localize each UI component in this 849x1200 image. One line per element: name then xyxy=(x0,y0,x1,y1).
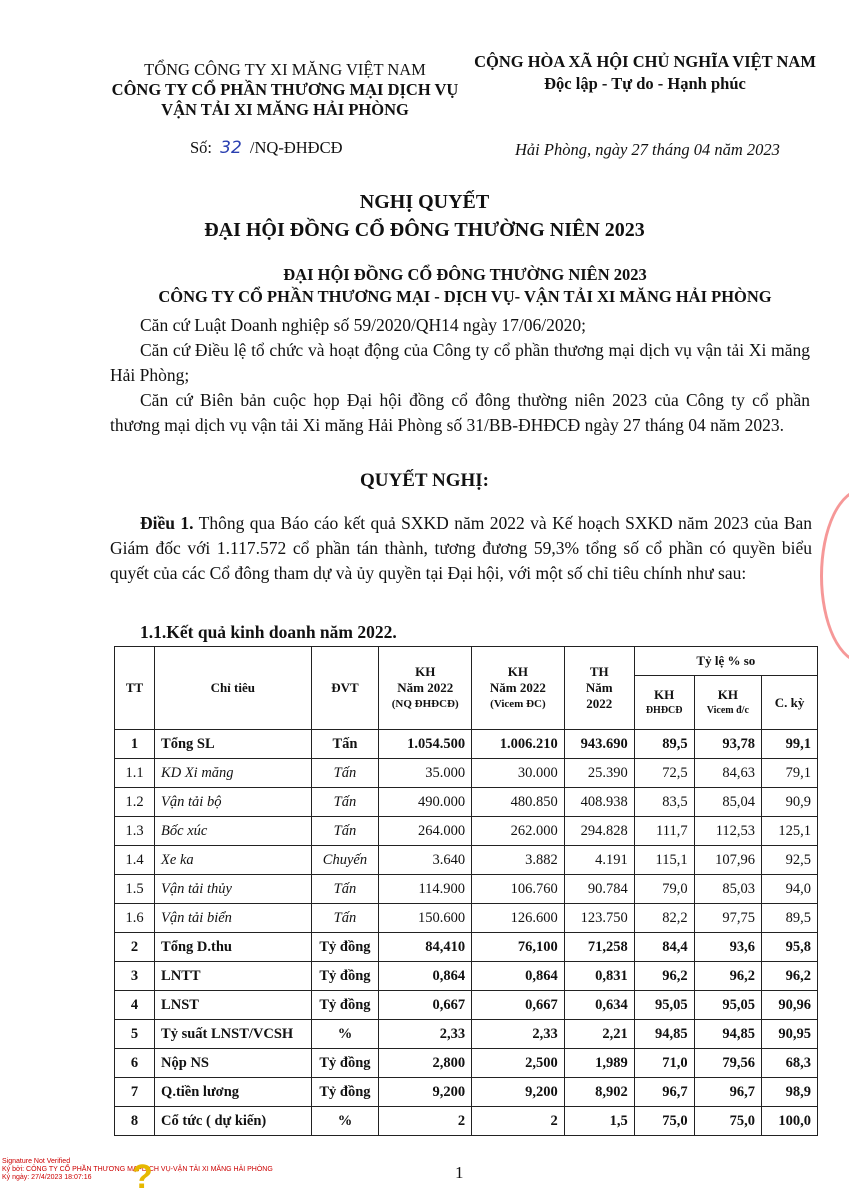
col-ss-vicem-l2: Vicem đ/c xyxy=(706,704,749,716)
cell-ratio-vicem: 95,05 xyxy=(694,991,761,1020)
cell-ratio-cung-ky: 89,5 xyxy=(762,904,818,933)
cell-ratio-vicem: 85,04 xyxy=(694,788,761,817)
issuer-block xyxy=(100,264,830,308)
cell-ratio-cung-ky: 125,1 xyxy=(762,817,818,846)
cell-ratio-vicem: 85,03 xyxy=(694,875,761,904)
title-line1: NGHỊ QUYẾT xyxy=(359,191,490,213)
col-ss-dhdcd-l2: ĐHĐCĐ xyxy=(645,704,683,716)
cell-tt: 1 xyxy=(115,730,155,759)
cell-ratio-vicem: 107,96 xyxy=(694,846,761,875)
parent-company: TỔNG CÔNG TY XI MĂNG VIỆT NAM xyxy=(144,60,426,79)
table-row xyxy=(115,904,818,933)
document-title xyxy=(0,188,849,244)
signature-date: Ký ngày: 27/4/2023 18:07:16 xyxy=(2,1174,92,1181)
cell-ratio-cung-ky: 95,8 xyxy=(762,933,818,962)
table-row xyxy=(115,933,818,962)
article-1-text: Thông qua Báo cáo kết quả SXKD năm 2022 và Kế hoạch SXKD năm 2023 của Ban Giám đốc với 1.117.572 cổ phần tán thành, tương đương 59,3% tổng số cổ phần có quyền biểu quyết của các Cổ đông tham dự và ủy quyền tại Đại hội, với một số chỉ tiêu chính như sau: xyxy=(110,513,813,583)
cell-tt: 5 xyxy=(115,1020,155,1049)
cell-kh-vicem: 126.600 xyxy=(472,904,565,933)
resolution-heading: QUYẾT NGHỊ: xyxy=(360,470,489,491)
so-suffix: /NQ-ĐHĐCĐ xyxy=(249,138,343,157)
col-ss-vicem xyxy=(694,676,761,730)
col-kh-vicem-l1: KH xyxy=(507,664,529,679)
cell-kh-nq: 150.600 xyxy=(379,904,472,933)
cell-unit: Tấn xyxy=(311,759,379,788)
cell-kh-vicem: 30.000 xyxy=(472,759,565,788)
cell-ratio-cung-ky: 90,95 xyxy=(762,1020,818,1049)
cell-tt: 7 xyxy=(115,1078,155,1107)
col-tt: TT xyxy=(115,647,155,730)
col-th-l3: 2022 xyxy=(586,696,613,711)
cell-ratio-vicem: 112,53 xyxy=(694,817,761,846)
col-kh-nq-l3: (NQ ĐHĐCĐ) xyxy=(391,698,459,710)
cell-th: 1,989 xyxy=(564,1049,634,1078)
col-dvt: ĐVT xyxy=(311,647,379,730)
cell-kh-vicem: 2,500 xyxy=(472,1049,565,1078)
cell-ratio-cung-ky: 99,1 xyxy=(762,730,818,759)
table-body xyxy=(115,730,818,1136)
cell-th: 943.690 xyxy=(564,730,634,759)
signature-status: Signature Not Verified xyxy=(2,1158,71,1165)
cell-name: KD Xi măng xyxy=(155,759,311,788)
so-number-handwritten: 32 xyxy=(220,138,242,158)
national-title: CỘNG HÒA XÃ HỘI CHỦ NGHĨA VIỆT NAM xyxy=(474,52,816,71)
table-row xyxy=(115,817,818,846)
national-motto: Độc lập - Tự do - Hạnh phúc xyxy=(544,74,746,93)
so-label: Số: xyxy=(190,138,213,157)
issuer-line1: ĐẠI HỘI ĐỒNG CỔ ĐÔNG THƯỜNG NIÊN 2023 xyxy=(283,265,647,284)
basis-2: Căn cứ Điều lệ tổ chức và hoạt động của Công ty cổ phần thương mại dịch vụ vận tải Xi măng Hải Phòng; xyxy=(110,340,810,385)
document-number xyxy=(190,138,343,158)
cell-tt: 6 xyxy=(115,1049,155,1078)
cell-th: 1,5 xyxy=(564,1107,634,1136)
cell-kh-nq: 1.054.500 xyxy=(379,730,472,759)
cell-name: LNST xyxy=(155,991,311,1020)
table-row xyxy=(115,875,818,904)
cell-kh-nq: 490.000 xyxy=(379,788,472,817)
basis-3: Căn cứ Biên bản cuộc họp Đại hội đồng cổ đông thường niên 2023 của Công ty cổ phần thương mại dịch vụ vận tải Xi măng Hải Phòng số 31/BB-ĐHĐCĐ ngày 27 tháng 04 năm 2023. xyxy=(110,390,810,435)
cell-kh-vicem: 262.000 xyxy=(472,817,565,846)
cell-kh-nq: 2,800 xyxy=(379,1049,472,1078)
company-name-line1: CÔNG TY CỔ PHẦN THƯƠNG MẠI DỊCH VỤ xyxy=(111,80,459,99)
basis-1: Căn cứ Luật Doanh nghiệp số 59/2020/QH14 ngày 17/06/2020; xyxy=(140,315,586,335)
cell-th: 0,634 xyxy=(564,991,634,1020)
cell-kh-nq: 9,200 xyxy=(379,1078,472,1107)
cell-ratio-dhdcd: 84,4 xyxy=(634,933,694,962)
cell-ratio-dhdcd: 89,5 xyxy=(634,730,694,759)
cell-ratio-vicem: 96,2 xyxy=(694,962,761,991)
title-line2: ĐẠI HỘI ĐỒNG CỔ ĐÔNG THƯỜNG NIÊN 2023 xyxy=(204,219,645,241)
col-kh-vicem-l3: (Vicem ĐC) xyxy=(490,698,546,710)
table-row xyxy=(115,991,818,1020)
cell-ratio-cung-ky: 96,2 xyxy=(762,962,818,991)
cell-name: Cổ tức ( dự kiến) xyxy=(155,1107,311,1136)
cell-tt: 3 xyxy=(115,962,155,991)
cell-kh-nq: 114.900 xyxy=(379,875,472,904)
red-stamp-edge xyxy=(820,488,849,664)
cell-unit: Tấn xyxy=(311,788,379,817)
table-row xyxy=(115,788,818,817)
cell-ratio-dhdcd: 82,2 xyxy=(634,904,694,933)
cell-th: 408.938 xyxy=(564,788,634,817)
cell-unit: Chuyến xyxy=(311,846,379,875)
cell-ratio-dhdcd: 94,85 xyxy=(634,1020,694,1049)
page-number: 1 xyxy=(455,1163,464,1182)
cell-ratio-dhdcd: 111,7 xyxy=(634,817,694,846)
cell-kh-nq: 264.000 xyxy=(379,817,472,846)
cell-ratio-vicem: 84,63 xyxy=(694,759,761,788)
col-kh-vicem-l2: Năm 2022 xyxy=(489,680,546,695)
section-1-1-heading: 1.1.Kết quả kinh doanh năm 2022. xyxy=(140,622,397,642)
cell-ratio-dhdcd: 75,0 xyxy=(634,1107,694,1136)
cell-name: Tỷ suất LNST/VCSH xyxy=(155,1020,311,1049)
col-chi-tieu: Chỉ tiêu xyxy=(155,647,311,730)
cell-ratio-cung-ky: 90,9 xyxy=(762,788,818,817)
company-name-line2: VẬN TẢI XI MĂNG HẢI PHÒNG xyxy=(161,100,409,119)
cell-ratio-dhdcd: 72,5 xyxy=(634,759,694,788)
cell-ratio-dhdcd: 79,0 xyxy=(634,875,694,904)
cell-ratio-dhdcd: 115,1 xyxy=(634,846,694,875)
cell-unit: Tấn xyxy=(311,730,379,759)
col-ss-dhdcd-l1: KH xyxy=(654,686,675,702)
col-kh-nq xyxy=(379,647,472,730)
cell-kh-nq: 0,667 xyxy=(379,991,472,1020)
cell-name: Vận tải biển xyxy=(155,904,311,933)
cell-unit: Tỷ đồng xyxy=(311,1049,379,1078)
cell-name: LNTT xyxy=(155,962,311,991)
table-row xyxy=(115,1020,818,1049)
cell-ratio-dhdcd: 95,05 xyxy=(634,991,694,1020)
header-left xyxy=(80,60,490,120)
table-row xyxy=(115,1049,818,1078)
cell-ratio-cung-ky: 68,3 xyxy=(762,1049,818,1078)
cell-kh-vicem: 9,200 xyxy=(472,1078,565,1107)
cell-th: 4.191 xyxy=(564,846,634,875)
col-kh-nq-l2: Năm 2022 xyxy=(397,680,454,695)
cell-unit: % xyxy=(311,1107,379,1136)
cell-name: Nộp NS xyxy=(155,1049,311,1078)
cell-ratio-vicem: 94,85 xyxy=(694,1020,761,1049)
col-ty-le: Tỷ lệ % so xyxy=(634,647,817,676)
cell-ratio-vicem: 96,7 xyxy=(694,1078,761,1107)
col-ss-dhdcd xyxy=(634,676,694,730)
table-row xyxy=(115,759,818,788)
cell-name: Vận tải thủy xyxy=(155,875,311,904)
cell-tt: 1.4 xyxy=(115,846,155,875)
col-th-l1: TH xyxy=(589,664,609,679)
cell-ratio-cung-ky: 79,1 xyxy=(762,759,818,788)
cell-th: 8,902 xyxy=(564,1078,634,1107)
table-row xyxy=(115,730,818,759)
issuer-line2: CÔNG TY CỔ PHẦN THƯƠNG MẠI - DỊCH VỤ- VẬN TẢI XI MĂNG HẢI PHÒNG xyxy=(158,287,772,306)
cell-th: 123.750 xyxy=(564,904,634,933)
col-kh-nq-l1: KH xyxy=(415,664,436,679)
cell-th: 2,21 xyxy=(564,1020,634,1049)
cell-tt: 2 xyxy=(115,933,155,962)
article-1 xyxy=(110,511,812,586)
cell-ratio-cung-ky: 92,5 xyxy=(762,846,818,875)
signature-signer: Ký bởi: CÔNG TY CỔ PHẦN THƯƠNG MẠI-DỊCH VỤ-VẬN TẢI XI MĂNG HẢI PHÒNG xyxy=(2,1166,273,1173)
cell-ratio-vicem: 75,0 xyxy=(694,1107,761,1136)
cell-ratio-dhdcd: 83,5 xyxy=(634,788,694,817)
cell-kh-nq: 2,33 xyxy=(379,1020,472,1049)
cell-kh-vicem: 76,100 xyxy=(472,933,565,962)
cell-tt: 1.3 xyxy=(115,817,155,846)
cell-ratio-vicem: 79,56 xyxy=(694,1049,761,1078)
cell-kh-nq: 0,864 xyxy=(379,962,472,991)
cell-kh-nq: 2 xyxy=(379,1107,472,1136)
col-ss-cung-ky: C. kỳ xyxy=(762,676,818,730)
cell-kh-vicem: 0,667 xyxy=(472,991,565,1020)
business-results-table xyxy=(114,646,818,1136)
cell-unit: Tấn xyxy=(311,904,379,933)
cell-kh-nq: 35.000 xyxy=(379,759,472,788)
cell-ratio-cung-ky: 98,9 xyxy=(762,1078,818,1107)
cell-kh-vicem: 0,864 xyxy=(472,962,565,991)
cell-th: 25.390 xyxy=(564,759,634,788)
cell-kh-vicem: 2 xyxy=(472,1107,565,1136)
cell-name: Q.tiền lương xyxy=(155,1078,311,1107)
cell-kh-vicem: 1.006.210 xyxy=(472,730,565,759)
cell-unit: % xyxy=(311,1020,379,1049)
cell-unit: Tấn xyxy=(311,817,379,846)
col-kh-vicem xyxy=(472,647,565,730)
table-row xyxy=(115,1078,818,1107)
document-date: Hải Phòng, ngày 27 tháng 04 năm 2023 xyxy=(515,140,780,159)
cell-unit: Tỷ đồng xyxy=(311,991,379,1020)
cell-ratio-vicem: 93,78 xyxy=(694,730,761,759)
cell-tt: 1.2 xyxy=(115,788,155,817)
cell-tt: 4 xyxy=(115,991,155,1020)
cell-name: Tổng SL xyxy=(155,730,311,759)
cell-ratio-cung-ky: 90,96 xyxy=(762,991,818,1020)
cell-kh-nq: 3.640 xyxy=(379,846,472,875)
cell-tt: 8 xyxy=(115,1107,155,1136)
cell-kh-vicem: 106.760 xyxy=(472,875,565,904)
cell-unit: Tỷ đồng xyxy=(311,962,379,991)
cell-ratio-vicem: 97,75 xyxy=(694,904,761,933)
article-1-label: Điều 1. xyxy=(140,513,194,533)
cell-ratio-dhdcd: 96,2 xyxy=(634,962,694,991)
header-right xyxy=(455,52,835,94)
cell-ratio-vicem: 93,6 xyxy=(694,933,761,962)
cell-name: Xe ka xyxy=(155,846,311,875)
cell-ratio-dhdcd: 71,0 xyxy=(634,1049,694,1078)
col-ss-vicem-l1: KH xyxy=(717,686,738,702)
cell-unit: Tấn xyxy=(311,875,379,904)
cell-unit: Tỷ đồng xyxy=(311,933,379,962)
unverified-question-icon: ? xyxy=(132,1158,153,1196)
cell-unit: Tỷ đồng xyxy=(311,1078,379,1107)
col-th xyxy=(564,647,634,730)
cell-kh-vicem: 2,33 xyxy=(472,1020,565,1049)
cell-th: 90.784 xyxy=(564,875,634,904)
cell-tt: 1.1 xyxy=(115,759,155,788)
cell-kh-nq: 84,410 xyxy=(379,933,472,962)
table-row xyxy=(115,1107,818,1136)
table-row xyxy=(115,962,818,991)
cell-th: 71,258 xyxy=(564,933,634,962)
cell-kh-vicem: 480.850 xyxy=(472,788,565,817)
legal-bases xyxy=(110,313,810,438)
cell-tt: 1.6 xyxy=(115,904,155,933)
cell-name: Vận tải bộ xyxy=(155,788,311,817)
table-row xyxy=(115,846,818,875)
cell-ratio-dhdcd: 96,7 xyxy=(634,1078,694,1107)
cell-kh-vicem: 3.882 xyxy=(472,846,565,875)
cell-name: Tổng D.thu xyxy=(155,933,311,962)
cell-th: 294.828 xyxy=(564,817,634,846)
col-th-l2: Năm xyxy=(585,680,613,695)
cell-tt: 1.5 xyxy=(115,875,155,904)
cell-ratio-cung-ky: 100,0 xyxy=(762,1107,818,1136)
cell-th: 0,831 xyxy=(564,962,634,991)
cell-name: Bốc xúc xyxy=(155,817,311,846)
cell-ratio-cung-ky: 94,0 xyxy=(762,875,818,904)
